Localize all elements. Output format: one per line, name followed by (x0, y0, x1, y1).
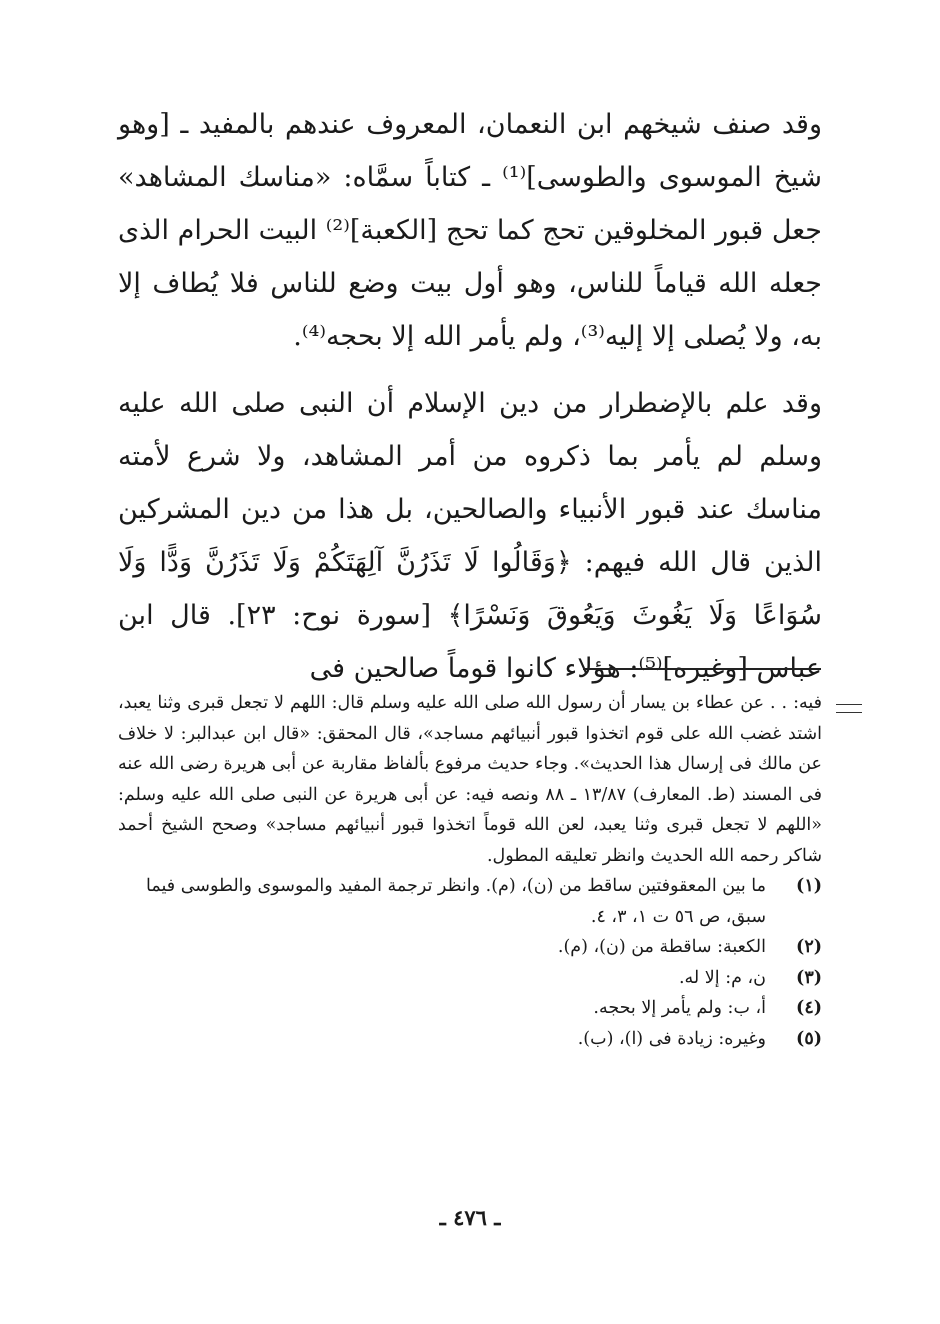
footnote-number: (١) (796, 876, 822, 896)
footnote-text: الكعبة: ساقطة من (ن)، (م). (557, 937, 766, 957)
footnote-item (118, 993, 822, 1024)
footnote-item (118, 963, 822, 994)
main-paragraph: وقد صنف شيخهم ابن النعمان، المعروف عندهم بالمفيد ـ [وهو شيخ الموسوى والطوسى]⁽¹⁾ ـ كتاباً سمَّاه: «مناسك المشاهد» جعل قبور المخلوقين تحج كما تحج [الكعبة]⁽²⁾ البيت الحرام الذى جعله الله قياماً للناس، وهو أول بيت وضع للناس فلا يُطاف إلا به، ولا يُصلى إلا إليه⁽³⁾، ولم يأمر الله إلا بحجه⁽⁴⁾. (118, 109, 822, 352)
footnote-continuation: فيه: . . عن عطاء بن يسار أن رسول الله صلى الله عليه وسلم قال: اللهم لا تجعل قبرى وثنا يعبد، اشتد غضب الله على قوم اتخذوا قبور أنبيائهم مساجد»، قال المحقق: «قال ابن عبدالبر: لا خلاف عن مالك فى إرسال هذا الحديث». وجاء حديث مرفوع بألفاظ مقاربة عن أبى هريرة رضى الله عنه فى المسند (ط. المعارف) ١٣/٨٧ ـ ٨٨ ونصه فيه: عن أبى هريرة عن النبى صلى الله عليه وسلم: «اللهم لا تجعل قبرى وثنا يعبد، لعن الله قوماً اتخذوا قبور أنبيائهم مساجد» وصحح الشيخ أحمد شاكر رحمه الله الحديث وانظر تعليقه المطول. (118, 693, 822, 866)
footnote-separator (583, 668, 821, 670)
footnote-number: (٢) (796, 937, 822, 957)
footnote-text: ن، م: إلا له. (678, 967, 766, 988)
page-number: ـ ٤٧٦ ـ (439, 1205, 501, 1230)
footnote-text: ما بين المعقوفتين ساقط من (ن)، (م). وانظر ترجمة المفيد والموسوى والطوسى فيما سبق، ص ٥٦ ت ١، ٣، ٤. (146, 876, 766, 927)
main-paragraph: وقد علم بالإضطرار من دين الإسلام أن النبى صلى الله عليه وسلم لم يأمر بما ذكروه من أمر المشاهد، ولا شرع لأمته مناسك عند قبور الأنبياء والصالحين، بل هذا من دين المشركين الذين قال الله فيهم: ﴿وَقَالُوا لَا تَذَرُنَّ آلِهَتَكُمْ وَلَا تَذَرُنَّ وَدًّا وَلَا سُوَاعًا وَلَا يَغُوثَ وَيَعُوقَ وَنَسْرًا﴾ [سورة نوح: ٢٣]. قال ابن عباس [وغيره]⁽⁵⁾: هؤلاء كانوا قوماً صالحين فى (118, 388, 822, 684)
footnote-number: (٥) (796, 1028, 822, 1049)
footnote-number: (٤) (796, 998, 822, 1018)
footnote-item (118, 871, 822, 932)
double-line-mark (836, 704, 862, 713)
footnote-text: أ، ب: ولم يأمر إلا بحجه. (593, 998, 766, 1018)
footnote-item (118, 1024, 822, 1055)
footnote-text: وغيره: زيادة فى (ا)، (ب). (577, 1028, 766, 1049)
main-text (118, 98, 822, 695)
footnote-number: (٣) (796, 967, 822, 988)
footnotes (118, 688, 822, 1054)
footnote-item (118, 932, 822, 963)
